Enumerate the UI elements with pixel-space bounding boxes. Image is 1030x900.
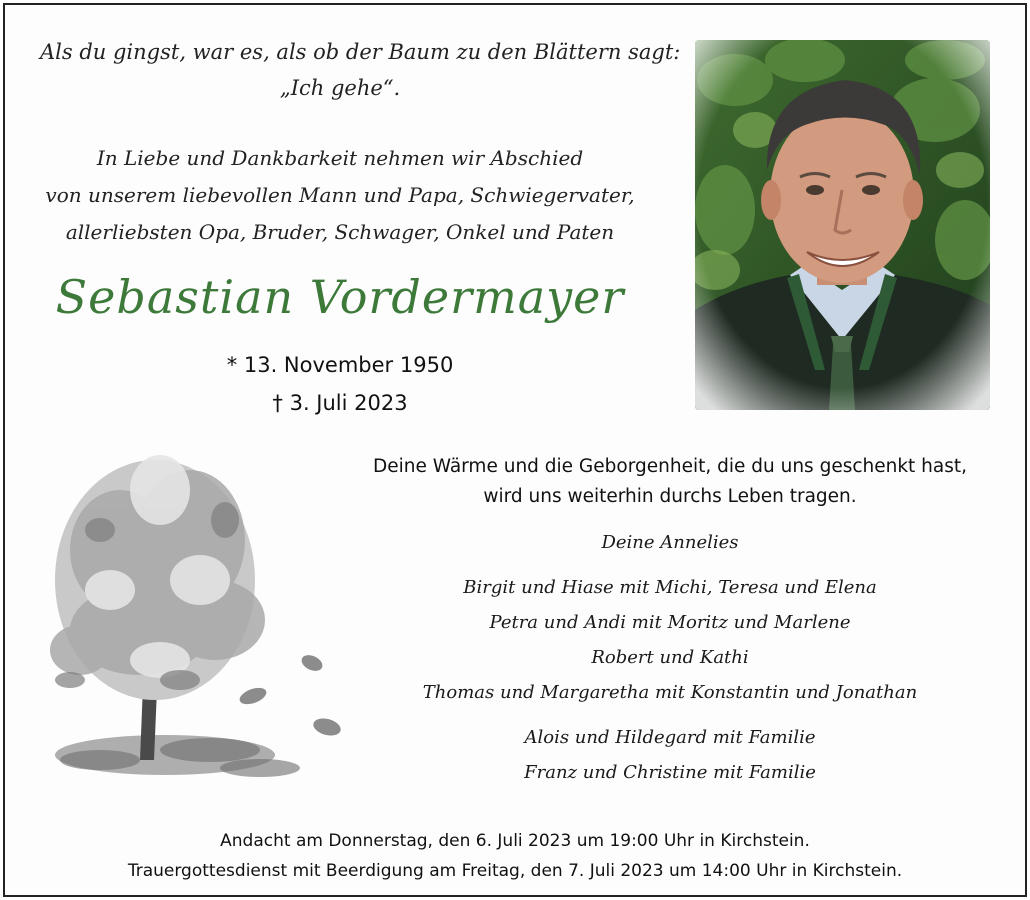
quote-line-1: Als du gingst, war es, als ob der Baum zu den Blättern sagt:	[40, 40, 681, 64]
farewell-text	[40, 140, 640, 251]
death-date: † 3. Juli 2023	[272, 391, 408, 415]
list-item: Petra und Andi mit Moritz und Marlene	[489, 612, 851, 633]
tree-illustration	[40, 430, 360, 800]
farewell-line-3: allerliebsten Opa, Bruder, Schwager, Onkel und Paten	[65, 220, 615, 244]
list-item: Birgit und Hiase mit Michi, Teresa und Elena	[463, 577, 877, 598]
farewell-line-1: In Liebe und Dankbarkeit nehmen wir Abschied	[96, 146, 584, 170]
quote-line-2: „Ich gehe“.	[279, 76, 401, 100]
farewell-line-2: von unserem liebevollen Mann und Papa, Schwiegervater,	[45, 183, 635, 207]
service-line-1: Andacht am Donnerstag, den 6. Juli 2023 um 19:00 Uhr in Kirchstein.	[220, 831, 810, 851]
tribute-message	[340, 452, 1000, 512]
list-item: Robert und Kathi	[591, 647, 749, 668]
children-list	[370, 570, 970, 710]
list-item: Thomas und Margaretha mit Konstantin und Jonathan	[422, 682, 918, 703]
list-item: Alois und Hildegard mit Familie	[524, 727, 816, 748]
tribute-line-1: Deine Wärme und die Geborgenheit, die du uns geschenkt hast,	[372, 456, 968, 477]
spouse-signature: Deine Annelies	[601, 532, 739, 553]
tribute-line-2: wird uns weiterhin durchs Leben tragen.	[483, 486, 857, 507]
birth-date: * 13. November 1950	[226, 353, 454, 377]
service-details	[20, 826, 1010, 886]
life-dates	[40, 346, 640, 422]
quote	[40, 34, 681, 106]
siblings-list	[370, 720, 970, 790]
list-item: Franz und Christine mit Familie	[524, 762, 816, 783]
service-line-2: Trauergottesdienst mit Beerdigung am Freitag, den 7. Juli 2023 um 14:00 Uhr in Kirchstein.	[127, 861, 903, 881]
deceased-name: Sebastian Vordermayer	[55, 270, 625, 324]
portrait-photo	[695, 40, 990, 410]
